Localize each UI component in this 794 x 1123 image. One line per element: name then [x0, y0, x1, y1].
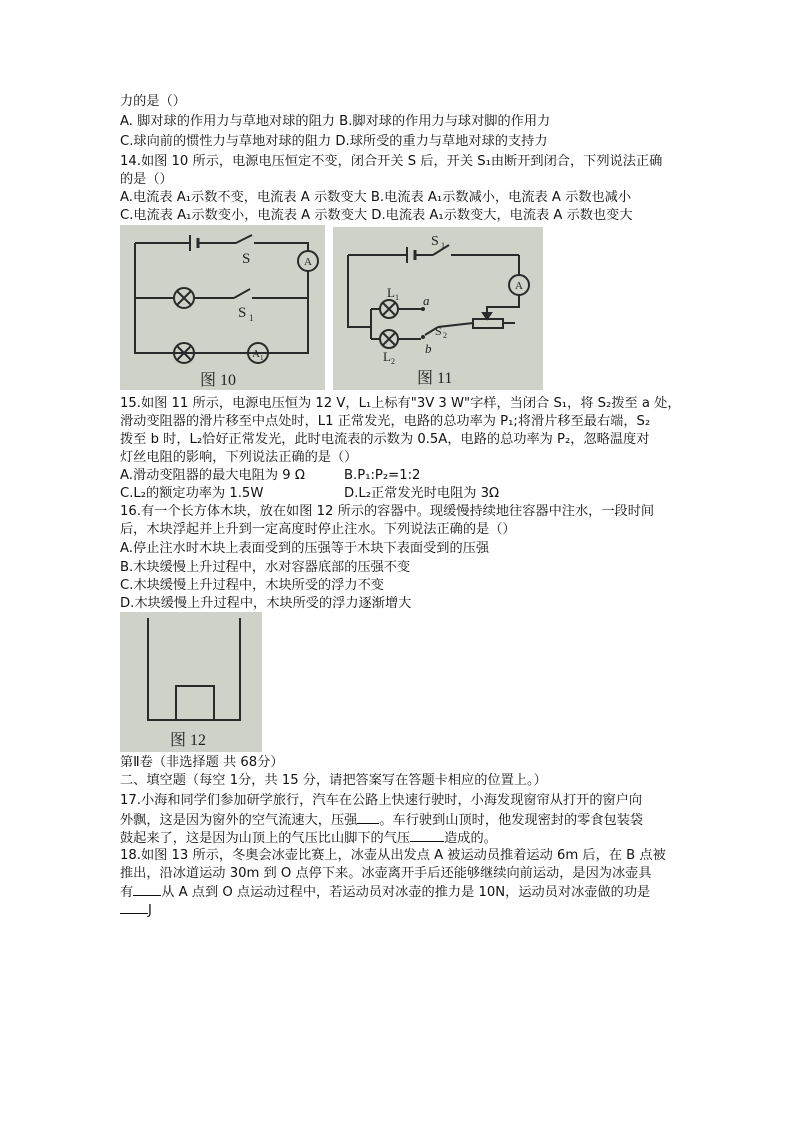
- fig10-label-A1-sub: 1: [260, 354, 264, 362]
- figure-11-circuit: [333, 227, 543, 390]
- fig10-label-A: A: [304, 256, 312, 268]
- fig11-label-L2: L: [383, 349, 391, 364]
- q14-options-cd: C.电流表 A₁示数变小，电流表 A 示数变大 D.电流表 A₁示数变大，电流表 A 示数也变大: [120, 208, 633, 223]
- q18-answer-blank-2[interactable]: [120, 901, 148, 914]
- fig10-caption: 图 10: [200, 372, 237, 389]
- q18-stem-3: [120, 883, 650, 902]
- q16-option-c: C.木块缓慢上升过程中，木块所受的浮力不变: [120, 578, 384, 593]
- figure-12-container: [120, 612, 262, 752]
- figure-10-circuit: [120, 225, 325, 390]
- q18-stem-1: 18.如图 13 所示，冬奥会冰壶比赛上，冰壶从出发点 A 被运动员推着运动 6m 后，在 B 点被: [120, 848, 666, 863]
- q14-stem: 14.如图 10 所示，电源电压恒定不变，闭合开关 S 后，开关 S₁由断开到闭合，下列说法正确: [120, 154, 663, 169]
- q15-stem-2: 滑动变阻器的滑片移至中点处时，L1 正常发光，电路的总功率为 P₁;将滑片移至最右端，S₂: [120, 414, 651, 429]
- q17-stem-1: 17.小海和同学们参加研学旅行，汽车在公路上快速行驶时，小海发现窗帘从打开的窗户向: [120, 793, 643, 808]
- q17-stem-3b: 造成的。: [444, 831, 497, 846]
- fig11-label-S2-sub: 2: [443, 331, 447, 340]
- q18-unit: J: [148, 903, 152, 918]
- q16-option-b: B.木块缓慢上升过程中，水对容器底部的压强不变: [120, 560, 411, 575]
- q13-stem-tail: 力的是（）: [120, 94, 186, 109]
- fig11-label-S2: S: [435, 324, 442, 338]
- q15-stem-3: 拨至 b 时，L₂恰好正常发光，此时电流表的示数为 0.5A，电路的总功率为 P₂，忽略温度对: [120, 432, 650, 447]
- q17-stem-3: [120, 829, 497, 848]
- q15-option-d: D.L₂正常发光时电阻为 3Ω: [344, 486, 500, 501]
- fig11-label-L1-sub: 1: [395, 293, 399, 302]
- fig11-label-S1: S: [431, 234, 439, 249]
- fig10-label-S: S: [242, 251, 251, 267]
- q16-stem-1: 16.有一个长方体木块，放在如图 12 所示的容器中。现缓慢持续地往容器中注水，一段时间: [120, 504, 655, 519]
- fill-blank-heading: 二、填空题（每空 1分，共 15 分，请把答案写在答题卡相应的位置上。）: [120, 773, 547, 788]
- q18-stem-3a: 有: [120, 885, 134, 900]
- q17-stem-2a: 外飘，这是因为窗外的空气流速大，压强: [120, 813, 358, 828]
- q14-stem-tail: 的是（）: [120, 172, 173, 187]
- q13-options-ab: A. 脚对球的作用力与草地对球的阻力 B.脚对球的作用力与球对脚的作用力: [120, 114, 551, 129]
- fig10-label-S1: S: [238, 305, 247, 321]
- q15-stem-1: 15.如图 11 所示，电源电压恒为 12 V，L₁上标有"3V 3 W"字样，当闭合 S₁，将 S₂拨至 a 处，: [120, 396, 681, 411]
- q14-options-ab: A.电流表 A₁示数不变，电流表 A 示数变大 B.电流表 A₁示数减小，电流表 A 示数也减小: [120, 190, 632, 205]
- q17-answer-blank-1[interactable]: [357, 811, 379, 824]
- q15-option-a: A.滑动变阻器的最大电阻为 9 Ω: [120, 468, 305, 483]
- q15-stem-4: 灯丝电阻的影响，下列说法正确的是（）: [120, 450, 358, 465]
- fig11-label-b: b: [425, 341, 432, 356]
- fig11-caption: 图 11: [417, 370, 453, 387]
- q16-option-a: A.停止注水时木块上表面受到的压强等于木块下表面受到的压强: [120, 541, 490, 556]
- fig12-caption: 图 12: [170, 732, 207, 749]
- q16-option-d: D.木块缓慢上升过程中，木块所受的浮力逐渐增大: [120, 596, 412, 611]
- fig10-label-A1: A: [252, 348, 260, 360]
- q18-answer-blank-1[interactable]: [133, 883, 161, 896]
- q16-stem-2: 后，木块浮起并上升到一定高度时停止注水。下列说法正确的是（）: [120, 522, 516, 537]
- fig11-label-S1-sub: 1: [441, 241, 445, 250]
- fig11-label-a: a: [423, 293, 430, 308]
- q18-stem-3b: 从 A 点到 O 点运动过程中，若运动员对冰壶的推力是 10N，运动员对冰壶做的功是: [161, 885, 651, 900]
- q17-stem-2: [120, 811, 643, 830]
- q18-stem-2: 推出，沿冰道运动 30m 到 O 点停下来。冰壶离开手后还能够继续向前运动，是因为冰壶具: [120, 866, 652, 881]
- q15-option-b: B.P₁:P₂=1:2: [344, 468, 421, 483]
- fig11-label-L1: L: [387, 285, 395, 300]
- fig10-label-S1-sub: 1: [249, 313, 254, 323]
- q15-option-c: C.L₂的额定功率为 1.5W: [120, 486, 264, 501]
- q18-stem-4: [120, 901, 152, 920]
- fig11-label-A: A: [515, 280, 523, 292]
- q17-stem-3a: 鼓起来了，这是因为山顶上的气压比山脚下的气压: [120, 831, 411, 846]
- q13-options-cd: C.球向前的惯性力与草地对球的阻力 D.球所受的重力与草地对球的支持力: [120, 134, 548, 149]
- section-2-title: 第Ⅱ卷（非选择题 共 68分）: [120, 755, 284, 770]
- q17-answer-blank-2[interactable]: [410, 829, 444, 842]
- fig11-label-L2-sub: 2: [391, 357, 395, 366]
- q17-stem-2b: 。车行驶到山顶时，他发现密封的零食包装袋: [379, 813, 644, 828]
